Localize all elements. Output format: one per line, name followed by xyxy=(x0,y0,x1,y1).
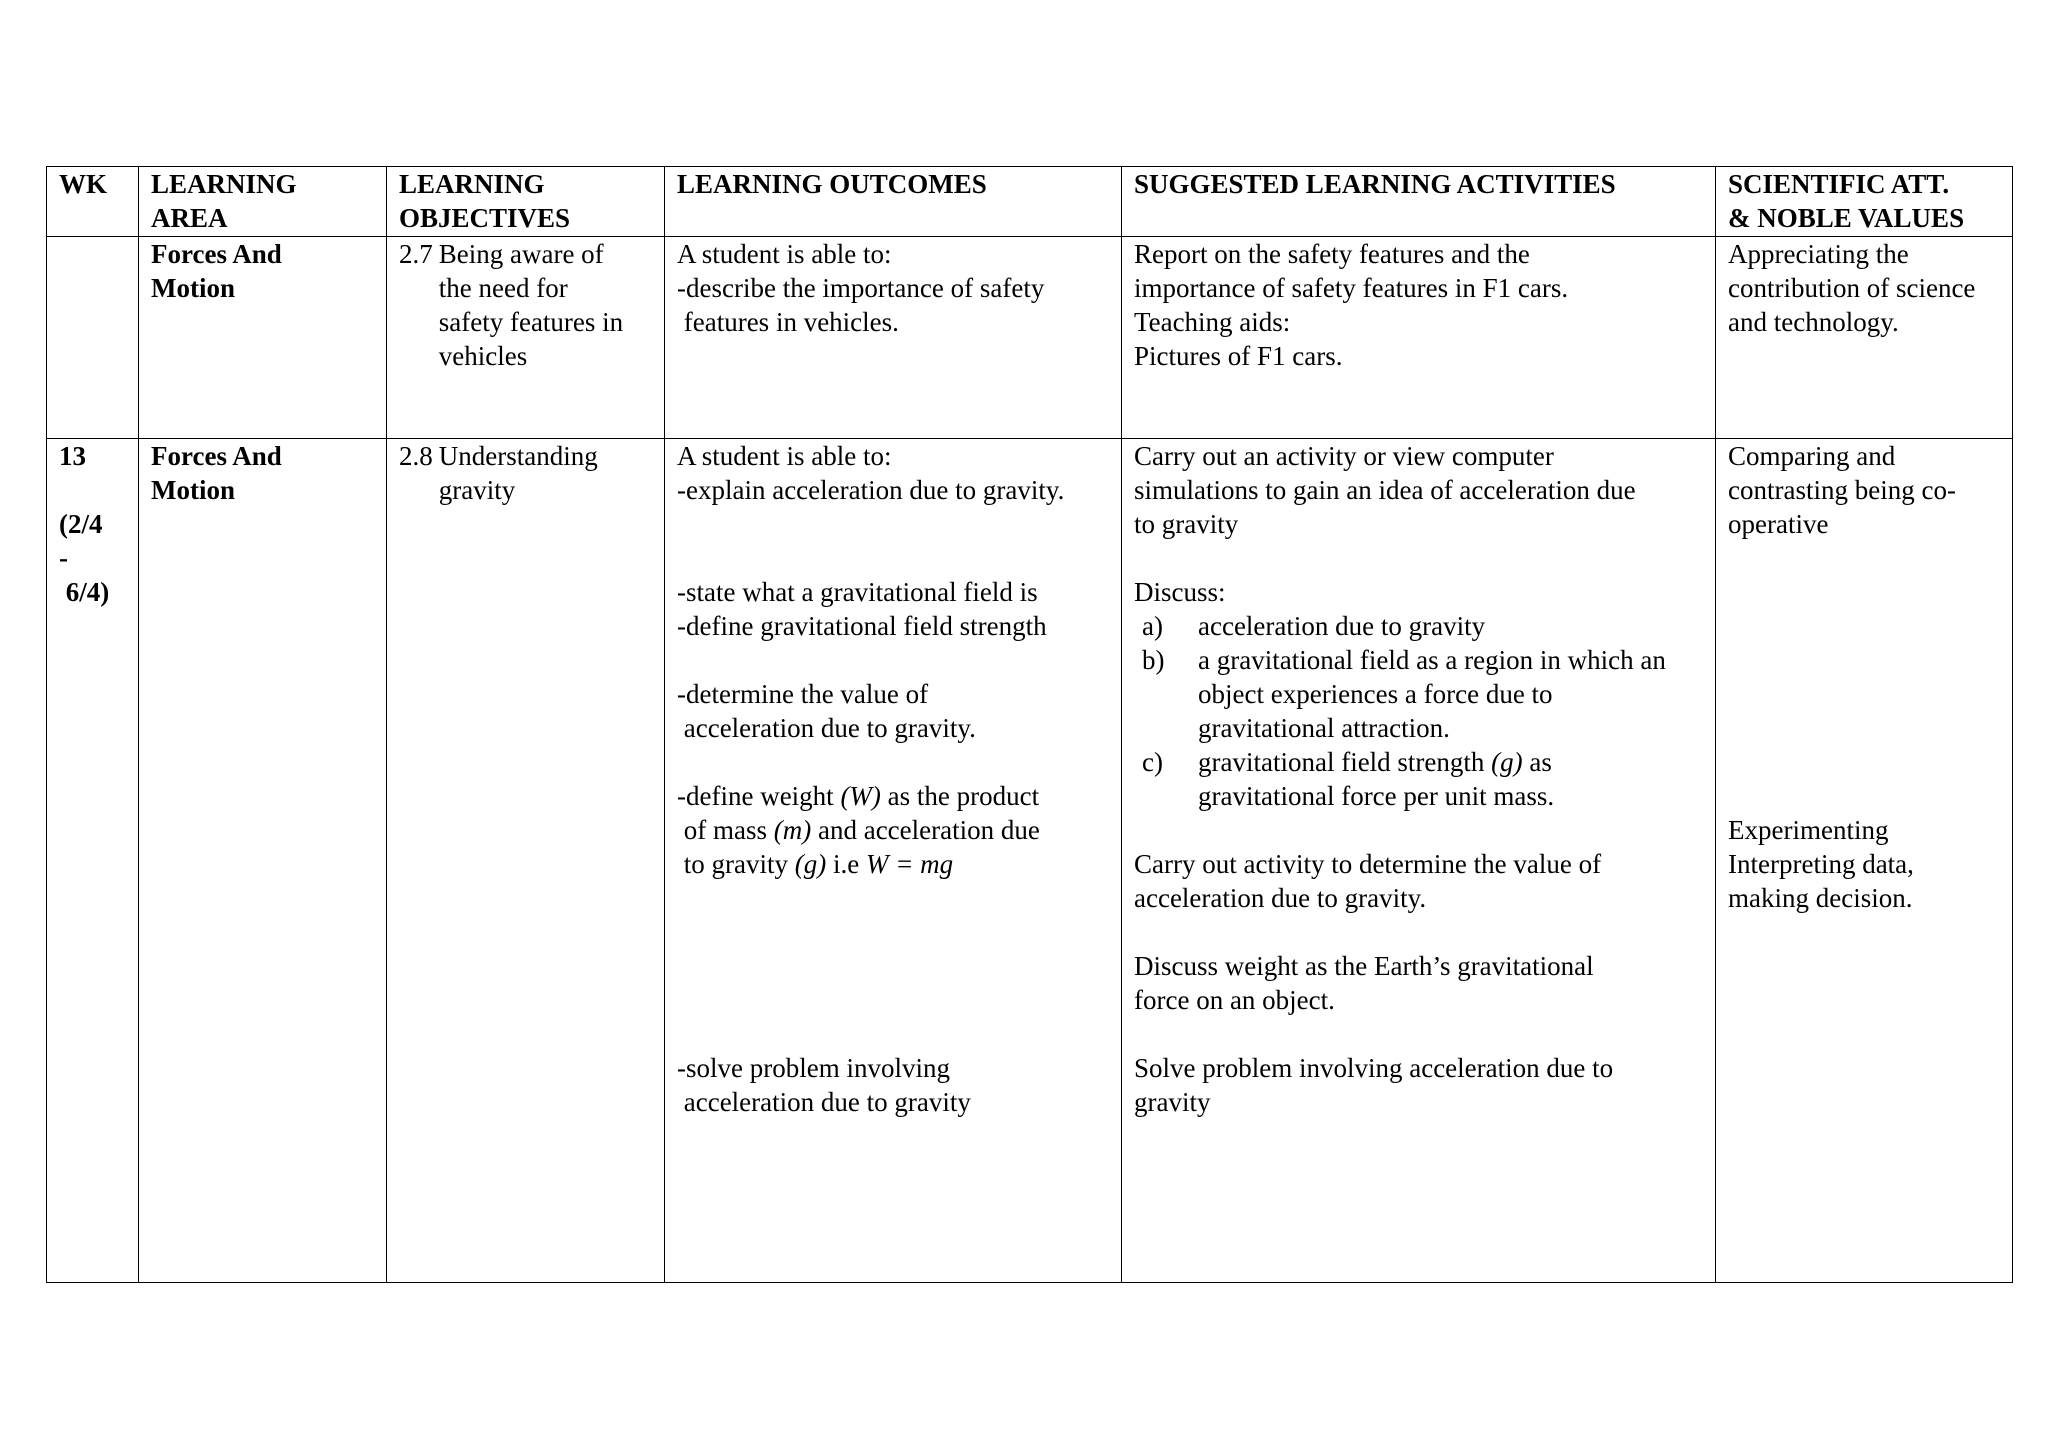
header-wk: WK xyxy=(47,167,139,237)
row1-activities-cell: Report on the safety features and the importance of safety features in F1 cars. Teaching aids: Pictures of F1 cars. xyxy=(1122,237,1716,439)
list-item: a) acceleration due to gravity xyxy=(1142,611,1486,641)
header-learning-outcomes: LEARNING OUTCOMES xyxy=(665,167,1122,237)
table-row xyxy=(47,237,2013,439)
header-learning-area: LEARNING AREA xyxy=(139,167,387,237)
row2-area-cell: Forces And Motion xyxy=(139,439,387,1283)
header-scientific-values: SCIENTIFIC ATT. & NOBLE VALUES xyxy=(1716,167,2013,237)
header-learning-objectives: LEARNING OBJECTIVES xyxy=(387,167,665,237)
list-item: c) gravitational field strength (g) as gravitational force per unit mass. xyxy=(1142,747,1555,811)
row2-outcomes-cell: A student is able to: -explain acceleration due to gravity. -state what a gravitational field is -define gravitational field strength -determine the value of acceleration due to gravity. -define weight (W) as the product of mass (m) and acceleration due to gravity (g) i.e W = mg -solve problem involving acceleration due to gravity xyxy=(665,439,1122,1283)
row1-wk-cell xyxy=(47,237,139,439)
row2-wk-cell: 13 (2/4 - 6/4) xyxy=(47,439,139,1283)
table-row xyxy=(47,439,2013,1283)
row1-outcomes-cell: A student is able to: -describe the importance of safety features in vehicles. xyxy=(665,237,1122,439)
list-item: b) a gravitational field as a region in which an object experiences a force due to gravitational attraction. xyxy=(1142,645,1666,743)
row1-values-cell: Appreciating the contribution of science and technology. xyxy=(1716,237,2013,439)
row2-activities-cell: Carry out an activity or view computer simulations to gain an idea of acceleration due to gravity Discuss: a) acceleration due to gravity b) a gravitational field as a region in which an object experiences a force due to gravitational attraction. c) gravitational field strength (g) as gravitational force per unit mass. Carry out activity to determine the value of acceleration due to gravity. Discuss weight as the Earth’s gravitational force on an object. Solve problem involving acceleration due to gravity xyxy=(1122,439,1716,1283)
header-suggested-activities: SUGGESTED LEARNING ACTIVITIES xyxy=(1122,167,1716,237)
row2-objective-cell: 2.8 Understanding gravity xyxy=(387,439,665,1283)
row1-objective-cell: 2.7 Being aware of the need for safety features in vehicles xyxy=(387,237,665,439)
row1-area-cell: Forces And Motion xyxy=(139,237,387,439)
header-row xyxy=(47,167,2013,237)
scheme-of-work-table xyxy=(46,166,2013,1283)
row2-values-cell: Comparing and contrasting being co- operative Experimenting Interpreting data, making decision. xyxy=(1716,439,2013,1283)
